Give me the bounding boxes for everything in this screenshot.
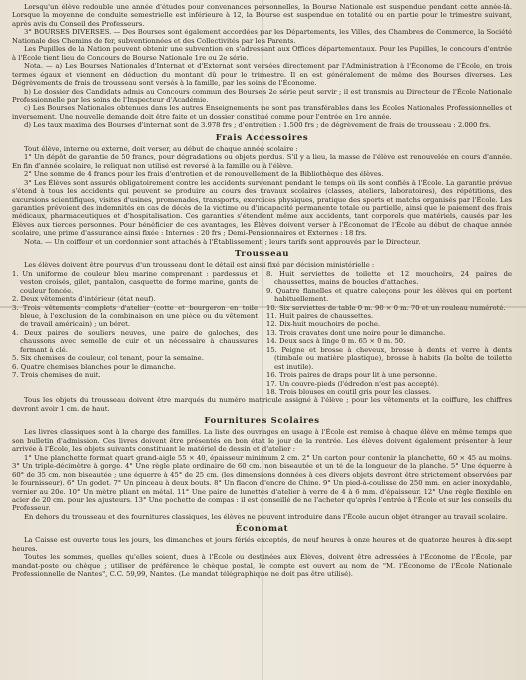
intro-paragraph: d) Les taux maxima des Bourses d'internat sont de 3.978 frs ; d'entretien : 1.500 frs ; de dégrèvement de frais de trousseau : 2.000 frs.	[24, 121, 491, 130]
intro-paragraph: 3° BOURSES DIVERSES. — Des Bourses sont également accordées par les Départements, les Villes, des Chambres de Commerce, la Société Nationale des Chemins de fer, subventionnées et des Collectivités par les Parents.	[12, 28, 512, 45]
frais-paragraph: 2° Une somme de 4 francs pour les frais d'entretien et de renouvellement de la Bibliothèque des élèves.	[24, 170, 384, 179]
frais-paragraph: Nota. — Un coiffeur et un cordonnier sont attachés à l'Établissement ; leurs tarifs sont approuvés par le Directeur.	[24, 237, 421, 246]
trousseau-item: 6. Quatre chemises blanches pour le dimanche.	[12, 362, 176, 371]
trousseau-marking-note: Tous les objets du trousseau doivent être marqués du numéro matricule assigné à l'élève ; pour les vêtements et la coiffure, les chiffres devront avoir 1 cm. de haut.	[12, 396, 512, 413]
economat-paragraph: Toutes les sommes, quelles qu'elles soient, dues à l'École ou destinées aux Élèves, doivent être adressées à l'Économe de l'École, par mandat-poste ou chèque ; utiliser de préférence le chèque postal, le compte est ouvert au nom de "M. l'Économe de l'École Nationale Professionnelle de Nantes", C.C. 59,99, Nantes. (Le mandat télégraphique ne doit pas être utilisé).	[12, 553, 512, 579]
trousseau-item: 4. Deux paires de souliers neuves, une paire de galoches, des chaussons avec semelle de cuir et un nécessaire à chaussures fermant à clé.	[12, 328, 258, 354]
trousseau-column-right	[266, 270, 512, 397]
trousseau-item: 12. Dix-huit mouchoirs de poche.	[266, 320, 381, 329]
frais-paragraph: 1° Un dépôt de garantie de 50 francs, pour dégradations ou objets perdus. S'il y a lieu, la masse de l'élève est renouvelée en cours d'année. En fin d'année scolaire, le reliquat non utilisé est reversé à la famille ou à l'élève.	[12, 153, 512, 170]
trousseau-item: 8. Huit serviettes de toilette et 12 mouchoirs, 24 paires de chaussettes, mains de boucles d'attaches.	[266, 269, 512, 287]
section-heading-fournitures: Fournitures Scolaires	[204, 416, 320, 427]
trousseau-item: 18. Trois blouses en coutil gris pour les classes.	[266, 388, 432, 397]
trousseau-item: 1. Un uniforme de couleur bleu marine comprenant : pardessus et veston croisés, gilet, pantalon, casquette de forme marine, gants de couleur foncée.	[12, 269, 258, 295]
section-heading-frais: Frais Accessoires	[215, 132, 309, 143]
intro-paragraph: c) Les Bourses Nationales obtenues dans les autres Enseignements ne sont pas transférables dans les Écoles Nationales Professionnelles et inversement. Une nouvelle demande doit être faite et un dossier constitué comme pour l'entrée en 1re année.	[12, 104, 512, 121]
fournitures-paragraph: En dehors du trousseau et des fournitures classiques, les élèves ne peuvent introduire dans l'École aucun objet étranger au travail scolaire.	[24, 512, 508, 521]
trousseau-item: 16. Trois paires de draps pour lit à une personne.	[266, 371, 438, 380]
trousseau-item: 15. Peigne et brosse à cheveux, brosse à dents et verre à dents (timbale ou matière plastique), brosse à habits (la boîte de toilette est inutile).	[266, 345, 512, 371]
intro-paragraph: Lorsqu'un élève redouble une année d'études pour convenances personnelles, la Bourse Nationale est suspendue pendant cette année-là. Lorsque la moyenne de conduite semestrielle est inférieure à 12, la Bourse est suspendue en totalité ou en partie pour le trimestre suivant, après avis du Conseil des Professeurs.	[12, 3, 512, 28]
fournitures-paragraph: 1° Une planchette format quart grand-aigle 55 × 40, épaisseur minimum 2 cm. 2° Un carton pour contenir la planchette, 60 × 45 au moins. 3° Un triple-décimètre à gorge. 4° Une règle plate ordinaire de 60 cm. non biseautée et un té de la longueur de la planche. 5° Une équerre à 60° de 35 cm. non biseautée ; une équerre à 45° de 25 cm. (les dimensions données à ces divers objets devront être strictement observées par le fournisseur). 6° Un godet. 7° Un pinceau à deux bouts. 8° Un flacon d'encre de Chine. 9° Un pied-à-coulisse de 250 mm. en acier inoxydable, vernier au 20e. 10° Un mètre pliant en métal. 11° Une paire de lunettes d'atelier à verre de 4 à 6 mm. d'épaisseur. 12° Une règle flexible en acier de 20 cm. pour les ajusteurs. 13° Une pochette de compas : il est conseillé de ne l'acheter qu'après l'entrée à l'École et sur les conseils du Professeur.	[12, 453, 512, 513]
intro-paragraph: Les Pupilles de la Nation peuvent obtenir une subvention en s'adressant aux Offices départementaux. Pour les Pupilles, le concours d'entrée à l'École tient lieu de Concours de Bourse Nationale 1re ou 2e série.	[12, 45, 512, 62]
trousseau-column-left	[12, 270, 258, 397]
trousseau-intro: Les élèves doivent être pourvus d'un trousseau dont le détail est ainsi fixé par décision ministérielle :	[24, 261, 375, 270]
frais-paragraph: 3° Les Élèves sont assurés obligatoirement contre les accidents survenant pendant le temps où ils sont confiés à l'École. La garantie prévue s'étend à tous les accidents qui peuvent se produire au cours des travaux scolaires (classes, ateliers, laboratoires), des répétitions, des excursions scientifiques, visites d'usines, promenades, transports, exercices physiques, pratique des sports et matchs organisés par l'École. Les garanties prévoient des indemnités en cas de décès de la victime ou d'incapacité permanente totale ou partielle, ainsi que le paiement des frais médicaux, pharmaceutiques et d'hospitalisation. Ces garanties s'étendent même aux accidents, tant corporels que matériels, causés par les Élèves aux tierces personnes. Pour bénéficier de ces avantages, les Élèves doivent verser à l'Économat de l'École au début de chaque année scolaire, une prime d'assurance ainsi fixée : Internes : 20 frs ; Demi-Pensionnaires et Externes : 18 frs.	[12, 178, 512, 238]
trousseau-item: 14. Deux sacs à linge 0 m. 65 × 0 m. 50.	[266, 337, 406, 346]
intro-paragraph: Nota. — a) Les Bourses Nationales d'Internat et d'Externat sont versées directement par l'Administration à l'Économe de l'École, en trois termes égaux et viennent en déduction du montant dû pour le trimestre. Il en est généralement de même des Bourses diverses. Les Dégrèvements de frais de trousseau sont versés à la famille, par les soins de l'Économe.	[12, 62, 512, 88]
economat-paragraph: La Caisse est ouverte tous les jours, les dimanches et jours fériés exceptés, de neuf heures à onze heures et de quatorze heures à dix-sept heures.	[12, 536, 512, 553]
trousseau-item: 11. Huit paires de chaussettes.	[266, 311, 374, 320]
trousseau-item: 2. Deux vêtements d'intérieur (état neuf).	[12, 295, 156, 304]
trousseau-item: 10. Six serviettes de table 0 m. 90 × 0 m. 70 et un rouleau numéroté.	[266, 303, 506, 312]
trousseau-item: 3. Trois vêtements complets d'atelier (cotte et bourgeron en toile bleue, à l'exclusion de la combinaison en une pièce ou du vêtement de travail américain) ; un béret.	[12, 303, 258, 329]
fournitures-paragraph: Les livres classiques sont à la charge des familles. La liste des ouvrages en usage à l'École est remise à chaque élève en même temps que son bulletin d'admission. Ces livres doivent être présentés en bon état le jour de la rentrée. Les élèves doivent également présenter à leur arrivée à l'École, les objets suivants constituant le matériel de dessin et d'atelier :	[12, 428, 512, 454]
trousseau-item: 5. Six chemises de couleur, col tenant, pour la semaine.	[12, 354, 204, 363]
trousseau-item: 13. Trois cravates dont une noire pour le dimanche.	[266, 328, 446, 337]
trousseau-item: 17. Un couvre-pieds (l'édredon n'est pas accepté).	[266, 379, 440, 388]
section-heading-trousseau: Trousseau	[234, 249, 290, 260]
paper-fold-vertical	[262, 0, 263, 680]
trousseau-item: 7. Trois chemises de nuit.	[12, 371, 101, 380]
intro-paragraph: b) Le dossier des Candidats admis au Concours commun des Bourses 2e série peut servir ; il est transmis au Directeur de l'École Nationale Professionnelle par les soins de l'Inspecteur d'Académie.	[12, 87, 512, 104]
section-heading-economat: Économat	[235, 524, 289, 535]
frais-paragraph: Tout élève, interne ou externe, doit verser, au début de chaque année scolaire :	[24, 144, 298, 153]
trousseau-item: 9. Quatre flanelles et quatre caleçons pour les élèves qui en portent habituellement.	[266, 286, 512, 304]
paper-fold-horizontal	[0, 306, 526, 308]
